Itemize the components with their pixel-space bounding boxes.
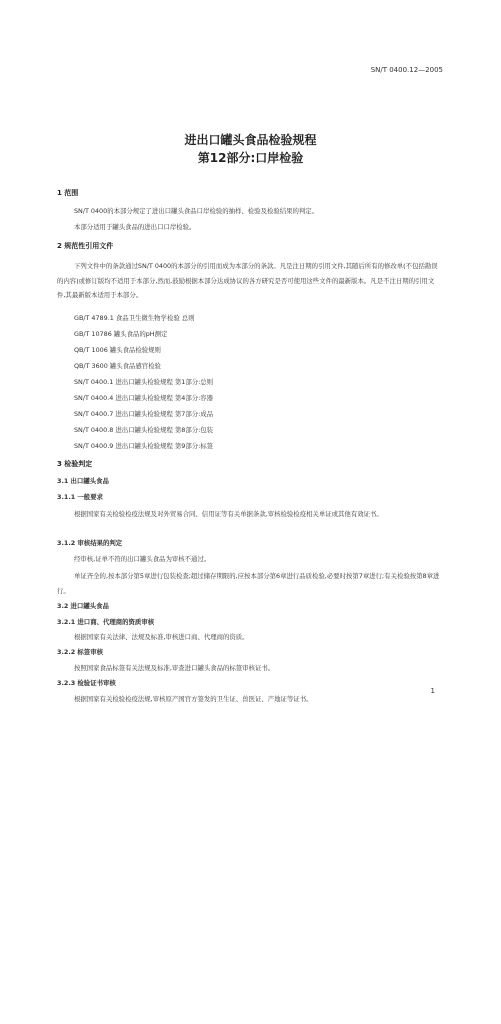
section-1-heading: 1 范围 (57, 189, 79, 197)
reference-item: SN/T 0400.4 进出口罐头检验规程 第4部分:容器 (74, 394, 214, 402)
document-title: 进出口罐头食品检验规程 (184, 133, 317, 147)
reference-item: SN/T 0400.9 进出口罐头检验规程 第9部分:标签 (74, 442, 214, 450)
reference-item: SN/T 0400.7 进出口罐头检验规程 第7部分:成品 (74, 410, 214, 418)
subsection-3-2-1-paragraph: 根据国家有关法律、法规及标准,审核进口商、代理商的资质。 (74, 633, 249, 641)
reference-item: SN/T 0400.8 进出口罐头检验规程 第8部分:包装 (74, 426, 214, 434)
subsection-3-2-3-paragraph: 根据国家有关检验检疫法规,审核原产国官方签发的卫生证、兽医证、产地证等证书。 (74, 695, 313, 703)
section-1-paragraph-1: SN/T 0400的本部分规定了进出口罐头食品口岸检验的抽样、检验及检验结果的判定。 (74, 207, 319, 215)
section-2-intro: 下列文件中的条款通过SN/T 0400的本部分的引用而成为本部分的条款。凡是注日期的引用文件,其随后所有的修改单(不包括勘误的内容)或修订版均不适用于本部分,然而,鼓励根据本部分达成协议的各方研究是否可使用这些文件的最新版本。凡是不注日期的引用文件,其最新版本适用于本部分。 (57, 262, 438, 299)
subsection-3-1-1-heading: 3.1.1 一般要求 (57, 493, 103, 501)
subsection-3-1-1-paragraph: 根据国家有关检验检疫法规及对外贸易合同、信用证等有关单据条款,审核检验检疫相关单证或其他有效证书。 (74, 510, 383, 518)
subsection-3-2-2-heading: 3.2.2 标签审核 (57, 648, 103, 656)
subsection-3-2-3-heading: 3.2.3 检验证书审核 (57, 679, 116, 687)
subsection-3-1-2-paragraph-2: 单证齐全的,按本部分第5章进行包装检查;超过储存期限的,应按本部分第6章进行品质检验,必要时按第7章进行;有关检验按第8章进行。 (57, 572, 440, 595)
reference-item: GB/T 10786 罐头食品的pH测定 (74, 330, 168, 338)
reference-item: GB/T 4789.1 食品卫生微生物学检验 总则 (74, 314, 195, 322)
subsection-3-2-1-heading: 3.2.1 进口商、代理商的资质审核 (57, 618, 155, 626)
subsection-3-1-heading: 3.1 出口罐头食品 (57, 477, 109, 485)
subsection-3-2-heading: 3.2 进口罐头食品 (57, 602, 109, 610)
subsection-3-1-2-paragraph-1: 经审核,证单不符的出口罐头食品为审核不通过。 (74, 555, 211, 563)
reference-item: QB/T 3600 罐头食品感官检验 (74, 362, 161, 370)
document-code-header: SN/T 0400.12—2005 (370, 66, 443, 74)
section-2-heading: 2 规范性引用文件 (57, 242, 114, 250)
section-3-heading: 3 检验判定 (57, 460, 93, 468)
page-number: 1 (430, 687, 435, 695)
subsection-3-1-2-heading: 3.1.2 审核结果的判定 (57, 539, 123, 547)
reference-item: QB/T 1006 罐头食品检验规则 (74, 346, 161, 354)
reference-item: SN/T 0400.1 进出口罐头检验规程 第1部分:总则 (74, 378, 214, 386)
document-subtitle: 第12部分:口岸检验 (197, 151, 304, 165)
subsection-3-2-2-paragraph: 按照国家食品标签有关法规及标准,审查进口罐头食品的标签审核证书。 (74, 664, 275, 672)
section-1-paragraph-2: 本部分适用于罐头食品的进出口口岸检验。 (74, 223, 196, 231)
